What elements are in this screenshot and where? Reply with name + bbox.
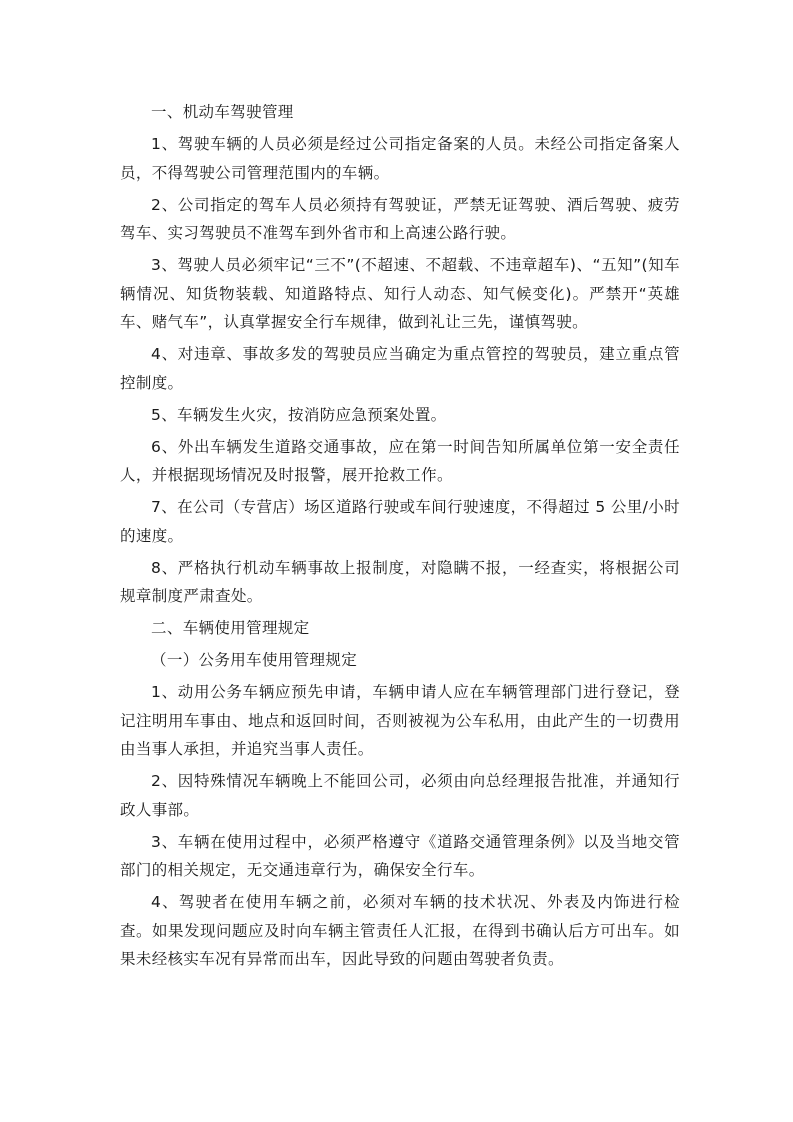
paragraph-1: 1、驾驶车辆的人员必须是经过公司指定备案的人员。未经公司指定备案人员，不得驾驶公司管理范围内的车辆。 [120, 135, 680, 182]
subsection-heading-official-vehicles: （一）公务用车使用管理规定 [151, 651, 358, 669]
paragraph-usage-1: 1、动用公务车辆应预先申请，车辆申请人应在车辆管理部门进行登记，登记注明用车事由、地点和返回时间，否则被视为公车私用，由此产生的一切费用由当事人承担，并追究当事人责任。 [120, 683, 680, 758]
paragraph-3: 3、驾驶人员必须牢记“三不”(不超速、不超载、不违章超车)、“五知”(知车辆情况、知货物装载、知道路特点、知行人动态、知气候变化)。严禁开“英雄车、赌气车”，认真掌握安全行车规律，做到礼让三先，谨慎驾驶。 [120, 256, 680, 331]
paragraph-7: 7、在公司（专营店）场区道路行驶或车间行驶速度，不得超过 5 公里/小时的速度。 [120, 498, 680, 545]
document-body [120, 98, 680, 977]
paragraph-2: 2、公司指定的驾车人员必须持有驾驶证，严禁无证驾驶、酒后驾驶、疲劳驾车、实习驾驶员不准驾车到外省市和上高速公路行驶。 [120, 195, 680, 242]
paragraph-usage-3: 3、车辆在使用过程中，必须严格遵守《道路交通管理条例》以及当地交管部门的相关规定，无交通违章行为，确保安全行车。 [120, 832, 680, 879]
paragraph-usage-4: 4、驾驶者在使用车辆之前，必须对车辆的技术状况、外表及内饰进行检查。如果发现问题应及时向车辆主管责任人汇报，在得到书确认后方可出车。如果未经核实车况有异常而出车，因此导致的问题由驾驶者负责。 [120, 893, 680, 968]
paragraph-6: 6、外出车辆发生道路交通事故，应在第一时间告知所属单位第一安全责任人，并根据现场情况及时报警，展开抢救工作。 [120, 437, 680, 484]
paragraph-usage-2: 2、因特殊情况车辆晚上不能回公司，必须由向总经理报告批准，并通知行政人事部。 [120, 772, 680, 819]
paragraph-8: 8、严格执行机动车辆事故上报制度，对隐瞒不报，一经查实，将根据公司规章制度严肃查处。 [120, 558, 680, 605]
paragraph-4: 4、对违章、事故多发的驾驶员应当确定为重点管控的驾驶员，建立重点管控制度。 [120, 345, 680, 392]
paragraph-5: 5、车辆发生火灾，按消防应急预案处置。 [151, 405, 447, 424]
section-heading-vehicle-driving: 一、机动车驾驶管理 [151, 103, 294, 121]
section-heading-vehicle-usage: 二、车辆使用管理规定 [151, 619, 310, 637]
